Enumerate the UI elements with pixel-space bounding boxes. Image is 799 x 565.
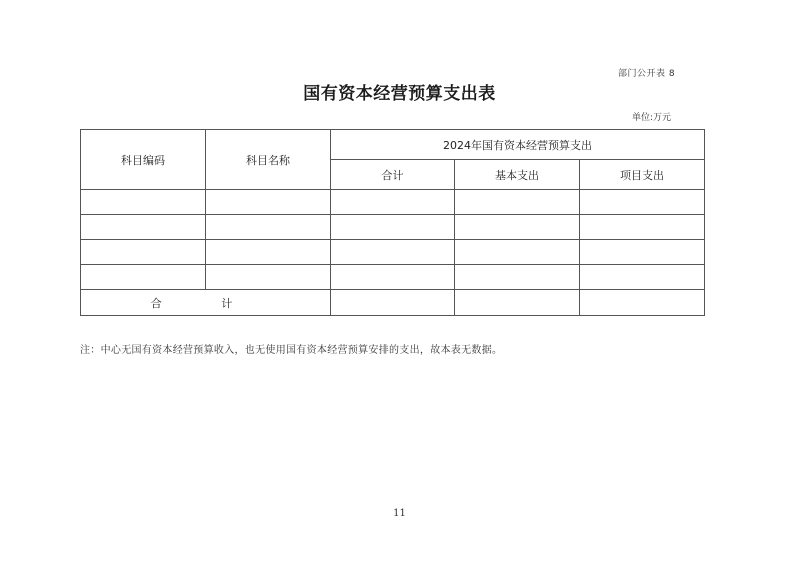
table-cell [331,290,455,316]
table-row [81,240,705,265]
table-row [81,215,705,240]
table-header-row [81,130,705,160]
table-cell [206,240,331,265]
column-header-total: 合计 [331,160,455,190]
table-row [81,190,705,215]
table-cell [455,240,580,265]
column-header-project-expenditure: 项目支出 [580,160,705,190]
table-cell [580,290,705,316]
table-cell [455,190,580,215]
table-cell [331,240,455,265]
table-cell [580,240,705,265]
table-cell [580,265,705,290]
table-cell [455,215,580,240]
page-title: 国有资本经营预算支出表 [303,84,496,104]
total-row-label-cell [81,290,331,316]
table-number-label: 部门公开表 8 [618,69,676,79]
table-total-row [81,290,705,316]
total-row-label: 合 计 [150,296,261,310]
table-cell [331,190,455,215]
table-cell [455,290,580,316]
table-cell [206,190,331,215]
table-cell [331,215,455,240]
column-header-subject-code: 科目编码 [81,130,206,190]
table-cell [580,215,705,240]
budget-expenditure-table [80,129,705,316]
table-cell [81,265,206,290]
table-cell [81,190,206,215]
unit-label: 单位:万元 [632,113,672,123]
table-cell [580,190,705,215]
table-note: 注：中心无国有资本经营预算收入，也无使用国有资本经营预算安排的支出，故本表无数据。 [80,345,503,356]
table-cell [206,215,331,240]
table-cell [81,215,206,240]
column-header-basic-expenditure: 基本支出 [455,160,580,190]
table-cell [206,265,331,290]
column-group-header-expenditure: 2024年国有资本经营预算支出 [331,130,705,160]
column-header-subject-name: 科目名称 [206,130,331,190]
page-number: 11 [393,508,406,519]
table-cell [331,265,455,290]
table-row [81,265,705,290]
table-cell [455,265,580,290]
table-cell [81,240,206,265]
